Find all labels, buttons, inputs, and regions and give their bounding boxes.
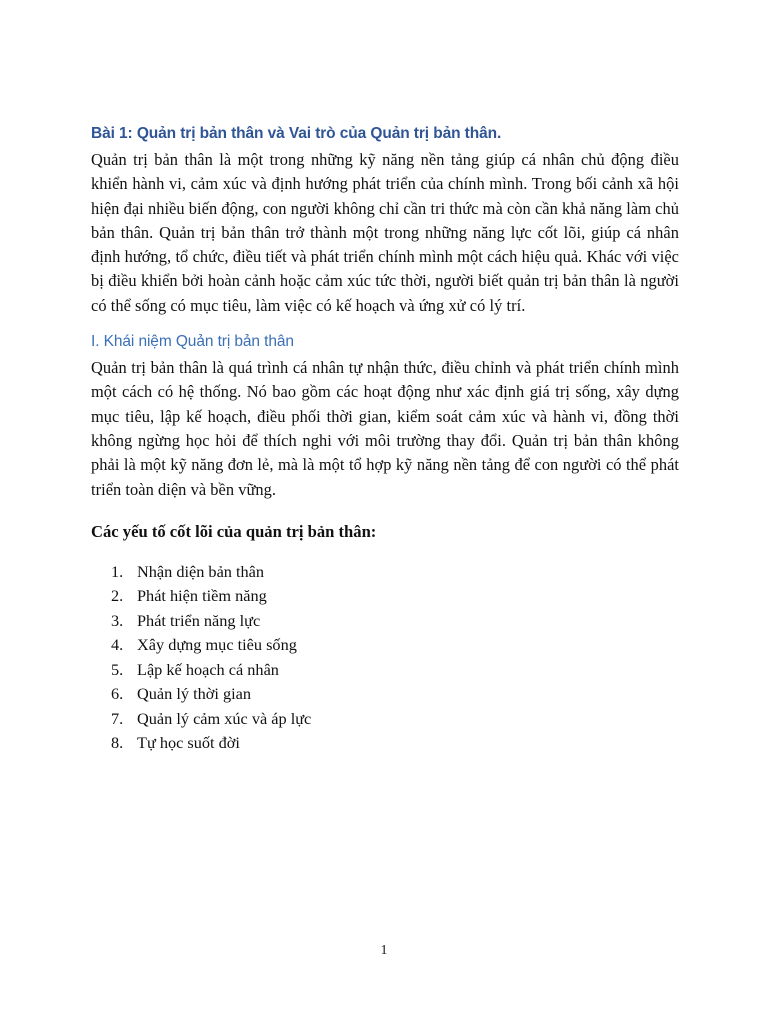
intro-paragraph: Quản trị bản thân là một trong những kỹ năng nền tảng giúp cá nhân chủ động điều khiển hành vi, cảm xúc và định hướng phát triển của chính mình. Trong bối cảnh xã hội hiện đại nhiều biến động, con người không chỉ cần tri thức mà còn cần khả năng làm chủ bản thân. Quản trị bản thân trở thành một trong những năng lực cốt lõi, giúp cá nhân định hướng, tổ chức, điều tiết và phát triển chính mình một cách hiệu quả. Khác với việc bị điều khiển bởi hoàn cảnh hoặc cảm xúc tức thời, người biết quản trị bản thân là người có thể sống có mục tiêu, làm việc có kế hoạch và ứng xử có lý trí. — [91, 150, 679, 315]
list-item-text: Quản lý thời gian — [137, 684, 251, 704]
list-item-number: 7. — [111, 708, 124, 728]
list-item — [111, 609, 679, 634]
list-item-text: Quản lý cảm xúc và áp lực — [137, 708, 312, 728]
list-item-text: Xây dựng mục tiêu sống — [137, 635, 297, 655]
list-item — [111, 658, 679, 683]
list-item — [111, 560, 679, 585]
list-item-number: 1. — [111, 561, 124, 581]
list-item — [111, 682, 679, 707]
page-content — [91, 122, 679, 756]
list-item-text: Tự học suốt đời — [137, 733, 240, 753]
definition-paragraph: Quản trị bản thân là quá trình cá nhân tự nhận thức, điều chỉnh và phát triển chính mình một cách có hệ thống. Nó bao gồm các hoạt động như xác định giá trị sống, xây dựng mục tiêu, lập kế hoạch, điều phối thời gian, kiểm soát cảm xúc và hành vi, đồng thời không ngừng học hỏi để thích nghi với môi trường thay đổi. Quản trị bản thân không phải là một kỹ năng đơn lẻ, mà là một tổ hợp kỹ năng nền tảng để con người có thể phát triển toàn diện và bền vững. — [91, 358, 679, 499]
page-number: 1 — [380, 942, 388, 957]
list-item-text: Nhận diện bản thân — [137, 561, 265, 581]
list-item-number: 6. — [111, 684, 124, 704]
list-item-number: 3. — [111, 610, 124, 630]
list-item-text: Phát hiện tiềm năng — [137, 586, 267, 606]
list-item-text: Phát triển năng lực — [137, 610, 261, 630]
list-item-number: 2. — [111, 586, 124, 606]
list-item-text: Lập kế hoạch cá nhân — [137, 659, 279, 679]
section-heading: I. Khái niệm Quản trị bản thân — [91, 333, 294, 351]
list-item-number: 5. — [111, 659, 124, 679]
list-item — [111, 584, 679, 609]
list-item — [111, 731, 679, 756]
factors-list — [111, 560, 679, 756]
factors-title: Các yếu tố cốt lõi của quản trị bản thân: — [91, 521, 377, 541]
lesson-title: Bài 1: Quản trị bản thân và Vai trò của Quản trị bản thân. — [91, 125, 502, 142]
list-item — [111, 707, 679, 732]
list-item — [111, 633, 679, 658]
list-item-number: 4. — [111, 635, 124, 655]
list-item-number: 8. — [111, 733, 124, 753]
